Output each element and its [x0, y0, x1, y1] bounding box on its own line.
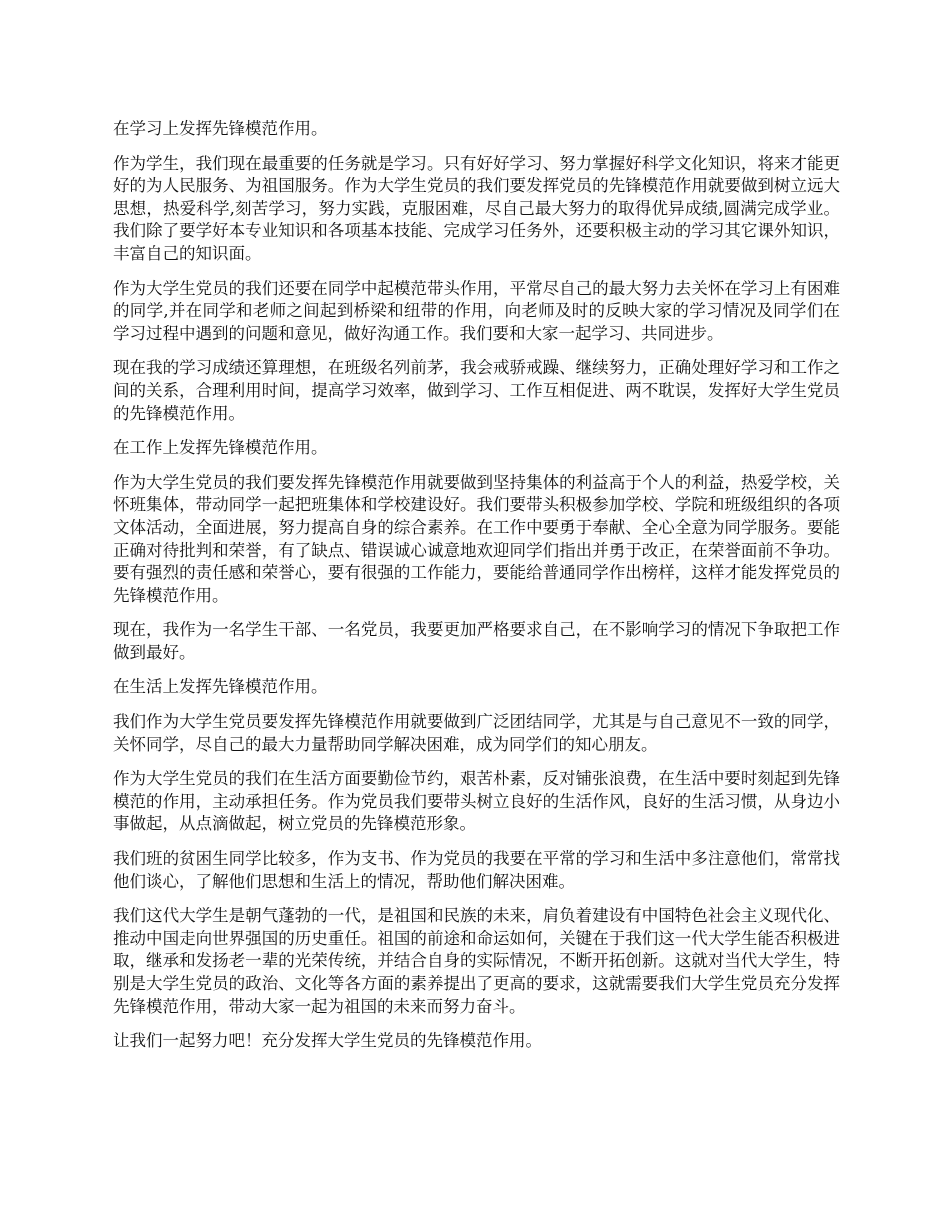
paragraph: 现在，我作为一名学生干部、一名党员，我要更加严格要求自己，在不影响学习的情况下争取把工作做到最好。 — [113, 620, 840, 662]
section-heading-life: 在生活上发挥先锋模范作用。 — [113, 677, 328, 697]
paragraph: 我们作为大学生党员要发挥先锋模范作用就要做到广泛团结同学，尤其是与自己意见不一致的同学，关怀同学，尽自己的最大力量帮助同学解决困难，成为同学们的知心朋友。 — [113, 712, 840, 754]
section-heading-work: 在工作上发挥先锋模范作用。 — [113, 438, 328, 458]
paragraph: 我们班的贫困生同学比较多，作为支书、作为党员的我要在平常的学习和生活中多注意他们，常常找他们谈心，了解他们思想和生活上的情况，帮助他们解决困难。 — [113, 849, 840, 891]
paragraph: 作为大学生党员的我们在生活方面要勤俭节约，艰苦朴素，反对铺张浪费，在生活中要时刻起到先锋模范的作用，主动承担任务。作为党员我们要带头树立良好的生活作风，良好的生活习惯，从身边小事做起，从点滴做起，树立党员的先锋模范形象。 — [113, 769, 840, 834]
section-heading-study: 在学习上发挥先锋模范作用。 — [113, 119, 328, 138]
document-body — [113, 118, 840, 1065]
paragraph: 作为大学生党员的我们还要在同学中起模范带头作用，平常尽自己的最大努力去关怀在学习上有困难的同学,并在同学和老师之间起到桥梁和纽带的作用，向老师及时的反映大家的学习情况及同学们在学习过程中遇到的问题和意见，做好沟通工作。我们要和大家一起学习、共同进步。 — [113, 278, 840, 343]
closing-line: 让我们一起努力吧！充分发挥大学生党员的先锋模范作用。 — [113, 1031, 542, 1051]
paragraph: 现在我的学习成绩还算理想，在班级名列前茅，我会戒骄戒躁、继续努力，正确处理好学习和工作之间的关系，合理利用时间，提高学习效率，做到学习、工作互相促进、两不耽误，发挥好大学生党员的先锋模范作用。 — [113, 358, 840, 423]
paragraph: 我们这代大学生是朝气蓬勃的一代，是祖国和民族的未来，肩负着建设有中国特色社会主义现代化、推动中国走向世界强国的历史重任。祖国的前途和命运如何，关键在于我们这一代大学生能否积极进取，继承和发扬老一辈的光荣传统，并结合自身的实际情况，不断开拓创新。这就对当代大学生，特别是大学生党员的政治、文化等各方面的素养提出了更高的要求，这就需要我们大学生党员充分发挥先锋模范作用，带动大家一起为祖国的未来而努力奋斗。 — [113, 906, 840, 1016]
paragraph: 作为大学生党员的我们要发挥先锋模范作用就要做到坚持集体的利益高于个人的利益，热爱学校，关怀班集体，带动同学一起把班集体和学校建设好。我们要带头积极参加学校、学院和班级组织的各项文体活动，全面进展，努力提高自身的综合素养。在工作中要勇于奉献、全心全意为同学服务。要能正确对待批判和荣誉，有了缺点、错误诚心诚意地欢迎同学们指出并勇于改正，在荣誉面前不争功。要有强烈的责任感和荣誉心，要有很强的工作能力，要能给普通同学作出榜样，这样才能发挥党员的先锋模范作用。 — [113, 472, 840, 605]
paragraph: 作为学生，我们现在最重要的任务就是学习。只有好好学习、努力掌握好科学文化知识，将来才能更好的为人民服务、为祖国服务。作为大学生党员的我们要发挥党员的先锋模范作用就要做到树立远大思想，热爱科学,刻苦学习，努力实践，克服困难，尽自己最大努力的取得优异成绩,圆满完成学业。我们除了要学好本专业知识和各项基本技能、完成学习任务外，还要积极主动的学习其它课外知识，丰富自己的知识面。 — [113, 153, 840, 263]
